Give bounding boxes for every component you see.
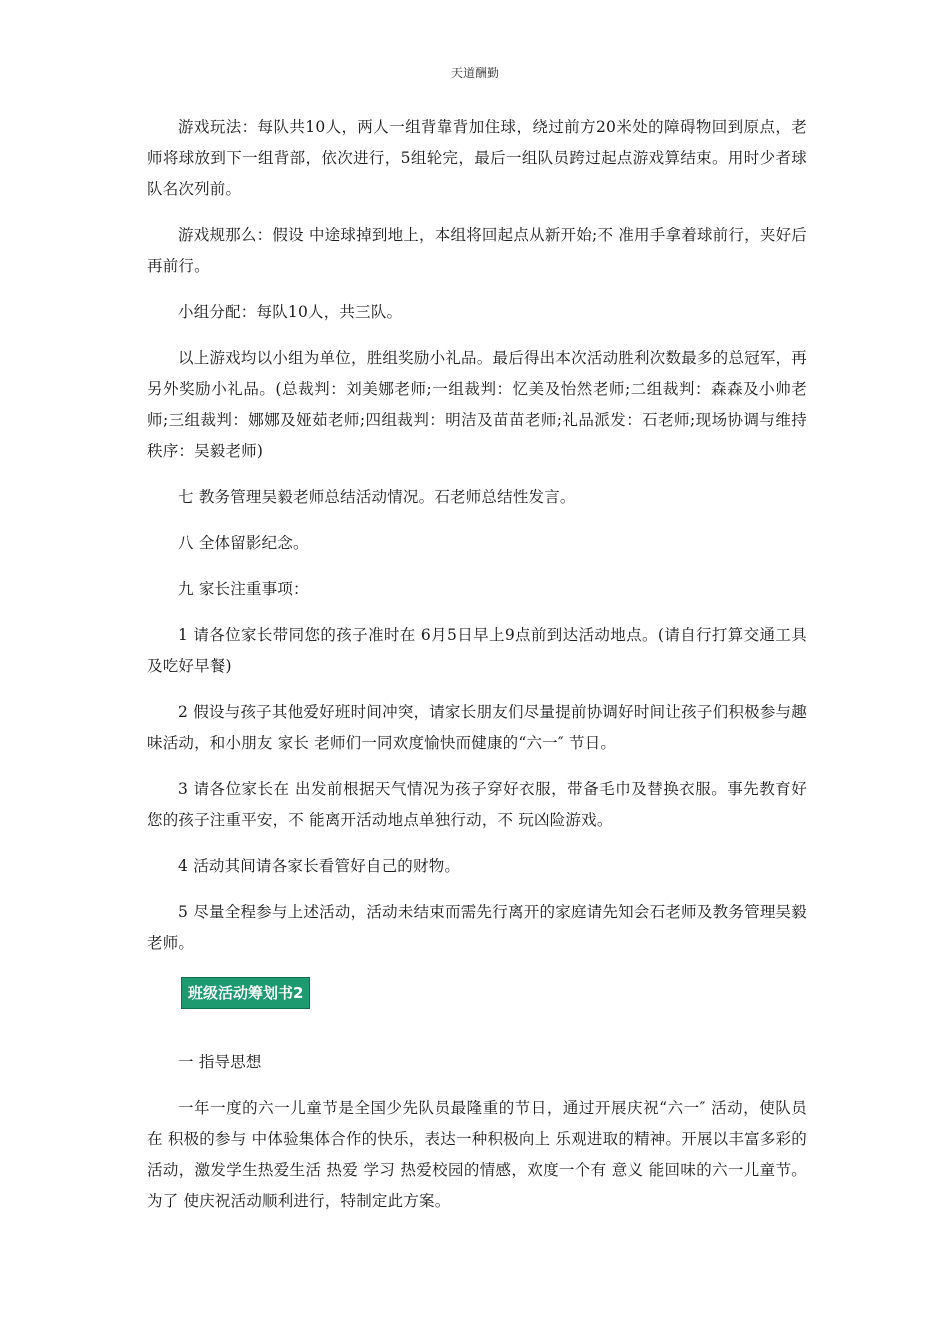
paragraph-note-3: 3 请各位家长在 出发前根据天气情况为孩子穿好衣服，带备毛巾及替换衣服。事先教育好您的孩子注重平安，不 能离开活动地点单独行动，不 玩凶险游戏。 xyxy=(147,780,807,829)
paragraph-item-8: 八 全体留影纪念。 xyxy=(178,534,309,552)
document-body xyxy=(147,112,807,1232)
paragraph-note-2: 2 假设与孩子其他爱好班时间冲突，请家长朋友们尽量提前协调好时间让孩子们积极参与趣味活动，和小朋友 家长 老师们一同欢度愉快而健康的“六一″ 节日。 xyxy=(147,703,807,752)
paragraph-item-9: 九 家长注重事项： xyxy=(178,580,309,598)
paragraph-note-4: 4 活动其间请各家长看管好自己的财物。 xyxy=(178,857,461,875)
paragraph-note-5: 5 尽量全程参与上述活动，活动未结束而需先行离开的家庭请先知会石老师及教务管理吴毅老师。 xyxy=(147,903,807,952)
section-heading: 班级活动筹划书2 xyxy=(181,977,310,1009)
paragraph-guiding-idea-title: 一 指导思想 xyxy=(178,1053,262,1071)
paragraph-item-7: 七 教务管理吴毅老师总结活动情况。石老师总结性发言。 xyxy=(178,488,576,506)
section-heading-wrap xyxy=(181,977,807,1009)
paragraph-game-rules: 游戏规那么：假设 中途球掉到地上，本组将回起点从新开始;不 准用手拿着球前行，夹好后再前行。 xyxy=(147,226,807,275)
paragraph-referees: 以上游戏均以小组为单位，胜组奖励小礼品。最后得出本次活动胜利次数最多的总冠军，再另外奖励小礼品。(总裁判：刘美娜老师;一组裁判：忆美及怡然老师;二组裁判：森森及小帅老师;三组裁判：娜娜及娅茹老师;四组裁判：明洁及苗苗老师;礼品派发：石老师;现场协调与维持秩序：吴毅老师) xyxy=(147,349,807,460)
paragraph-note-1: 1 请各位家长带同您的孩子准时在 6月5日早上9点前到达活动地点。(请自行打算交通工具及吃好早餐) xyxy=(147,626,807,675)
paragraph-game-rules-play: 游戏玩法：每队共10人，两人一组背靠背加住球，绕过前方20米处的障碍物回到原点，老师将球放到下一组背部，依次进行，5组轮完，最后一组队员跨过起点游戏算结束。用时少者球队名次列前。 xyxy=(147,118,807,198)
page-header: 天道酬勤 xyxy=(450,66,499,80)
paragraph-group-allocation: 小组分配：每队10人，共三队。 xyxy=(178,303,403,321)
paragraph-guiding-idea: 一年一度的六一儿童节是全国少先队员最隆重的节日，通过开展庆祝“六一″ 活动，使队员在 积极的参与 中体验集体合作的快乐，表达一种积极向上 乐观进取的精神。开展以丰富多彩的活动，激发学生热爱生活 热爱 学习 热爱校园的情感，欢度一个有 意义 能回味的六一儿童节。为了 使庆祝活动顺利进行，特制定此方案。 xyxy=(147,1099,807,1210)
